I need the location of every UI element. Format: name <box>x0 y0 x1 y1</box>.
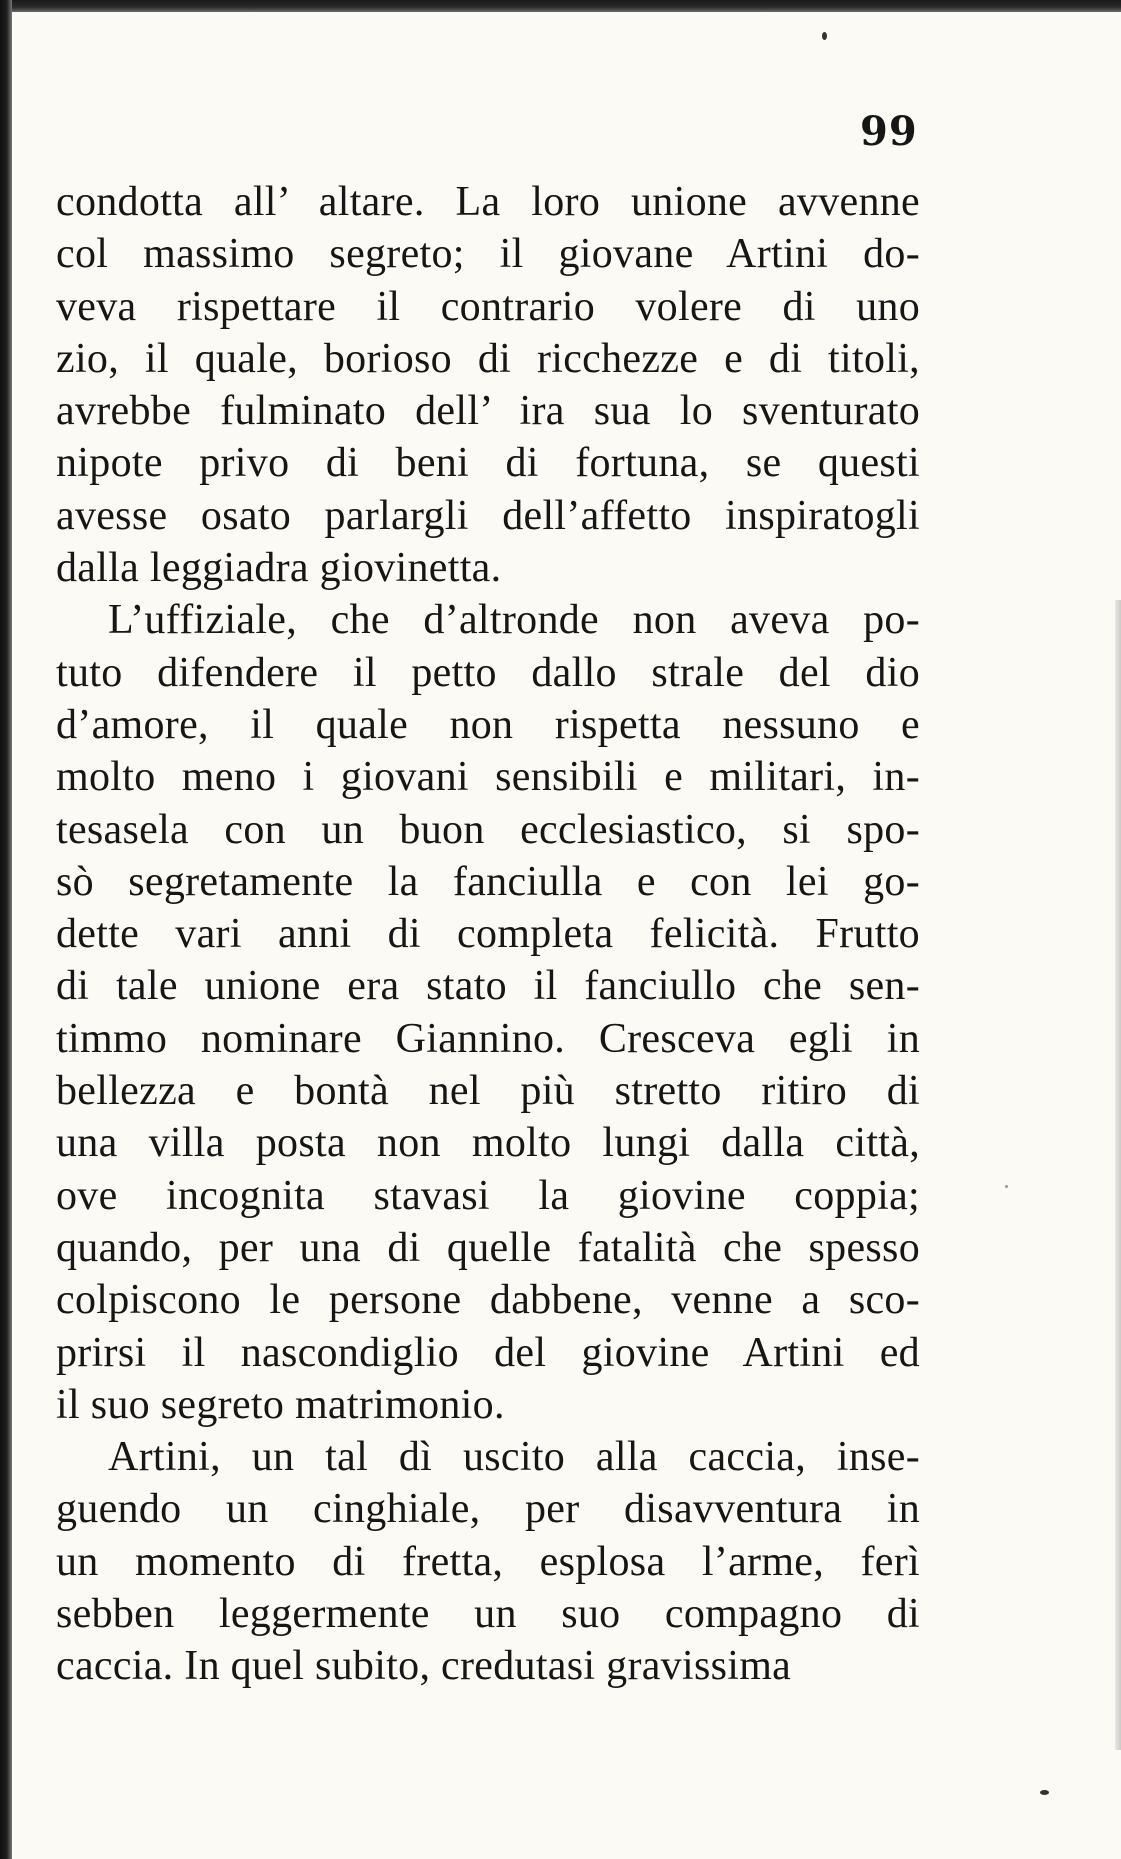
text-line: un momento di fretta, esplosa l’arme, ferì <box>56 1538 920 1585</box>
ink-speck <box>822 32 827 40</box>
text-line: caccia. In quel subito, credutasi gravissima <box>56 1643 792 1690</box>
text-line: avesse osato parlargli dell’affetto inspiratogli <box>56 492 920 539</box>
text-line: di tale unione era stato il fanciullo che sen- <box>56 963 920 1010</box>
body-text <box>56 176 920 1693</box>
text-line: L’uffiziale, che d’altronde non aveva po- <box>108 597 920 644</box>
paragraph <box>56 176 920 594</box>
scan-left-border <box>0 0 12 1859</box>
ink-speck <box>1005 1185 1008 1188</box>
page-number: 99 <box>860 108 918 155</box>
scan-right-edge <box>1115 600 1121 1750</box>
paragraph <box>56 1431 920 1692</box>
text-line: dette vari anni di completa felicità. Frutto <box>56 911 920 958</box>
text-line: d’amore, il quale non rispetta nessuno e <box>56 701 920 748</box>
text-line: quando, per una di quelle fatalità che spesso <box>56 1224 920 1271</box>
text-line: avrebbe fulminato dell’ ira sua lo sventurato <box>56 388 920 435</box>
text-line: una villa posta non molto lungi dalla città, <box>56 1120 920 1167</box>
text-line: tesasela con un buon ecclesiastico, si spo- <box>56 806 920 853</box>
text-line: zio, il quale, borioso di ricchezze e di titoli, <box>56 335 920 382</box>
text-line: sebben leggermente un suo compagno di <box>56 1591 920 1638</box>
text-line: tuto difendere il petto dallo strale del dio <box>56 649 920 696</box>
text-line: bellezza e bontà nel più stretto ritiro di <box>56 1068 920 1115</box>
text-line: colpiscono le persone dabbene, venne a sco- <box>56 1277 920 1324</box>
text-line: Artini, un tal dì uscito alla caccia, inse- <box>108 1434 920 1481</box>
text-line: dalla leggiadra giovinetta. <box>56 545 502 592</box>
text-line: nipote privo di beni di fortuna, se questi <box>56 440 920 487</box>
text-line: timmo nominare Giannino. Cresceva egli in <box>56 1015 920 1062</box>
text-line: veva rispettare il contrario volere di uno <box>56 283 920 330</box>
text-line: ove incognita stavasi la giovine coppia; <box>56 1172 920 1219</box>
text-line: molto meno i giovani sensibili e militari, in- <box>56 754 920 801</box>
scan-top-border <box>0 0 1121 12</box>
text-line: sò segretamente la fanciulla e con lei go- <box>56 858 920 905</box>
text-line: prirsi il nascondiglio del giovine Artini ed <box>56 1329 920 1376</box>
paragraph <box>56 594 920 1431</box>
text-line: condotta all’ altare. La loro unione avvenne <box>56 179 920 225</box>
text-line: il suo segreto matrimonio. <box>56 1381 505 1428</box>
text-line: guendo un cinghiale, per disavventura in <box>56 1486 920 1533</box>
ink-speck <box>1040 1790 1049 1795</box>
text-line: col massimo segreto; il giovane Artini do- <box>56 231 920 278</box>
